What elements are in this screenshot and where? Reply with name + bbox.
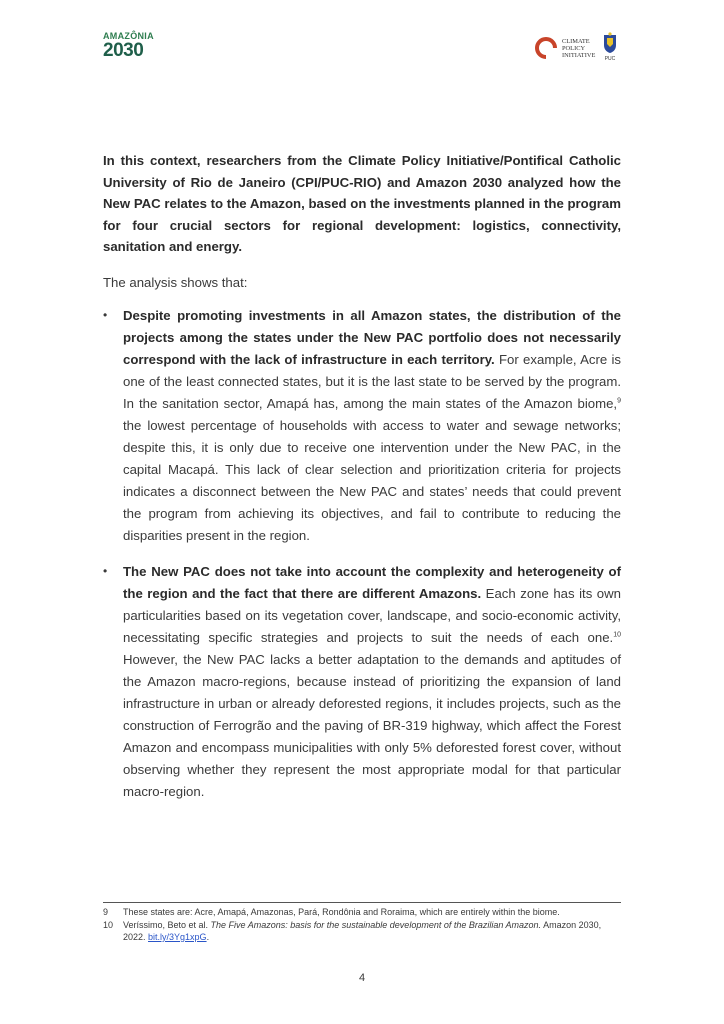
- finding-text: [123, 305, 621, 547]
- puc-text: PUC: [604, 56, 616, 62]
- footnote-9: [103, 906, 621, 919]
- puc-crest-icon: [600, 32, 620, 62]
- intro-paragraph: In this context, researchers from the Climate Policy Initiative/Pontifical Catholic University of Rio de Janeiro (CPI/PUC-RIO) and Amazon 2030 analyzed how the New PAC relates to the Amazon, based on the investments planned in the program for four crucial sectors for regional development: logistics, connectivity, sanitation and energy.: [103, 153, 621, 254]
- cpi-puc-logo: [534, 32, 624, 62]
- footnote-divider: [103, 902, 621, 903]
- bullet-marker: •: [103, 564, 108, 578]
- finding-lead: Despite promoting investments in all Amazon states, the distribution of the projects among the states under the New PAC portfolio does not necessarily correspond with the lack of infrastructure in each territory.: [123, 308, 621, 367]
- page-number: 4: [358, 972, 366, 984]
- finding-body-cont: the lowest percentage of households with access to water and sewage networks; despite this, it is only due to receive one intervention under the New PAC, in the capital Macapá. This lack of clear selection and prioritization criteria for projects indicates a disconnect between the New PAC and states’ needs that could prevent the program from achieving its objectives, and fail to contribute to reducing the disparities present in the region.: [123, 418, 621, 543]
- footnote-title: The Five Amazons: basis for the sustainable development of the Brazilian Amazon.: [210, 919, 542, 930]
- analysis-intro: The analysis shows that:: [103, 274, 248, 290]
- logo-bottom-text: 2030: [103, 40, 144, 61]
- footnote-authors: Veríssimo, Beto et al.: [123, 919, 211, 930]
- main-content: [103, 150, 621, 817]
- footnote-number: 9: [103, 907, 109, 917]
- cpi-logo-icon: [534, 36, 558, 60]
- finding-body: Each zone has its own particularities based on its vegetation cover, landscape, and socio-economic activity, necessitating specific strategies and projects to suit the needs of each one.: [123, 586, 621, 645]
- footnotes: [103, 902, 621, 944]
- finding-item: [103, 561, 621, 803]
- footnote-number: 10: [103, 919, 114, 930]
- finding-text: [123, 561, 621, 803]
- cpi-logo-text: CLIMATE POLICY INITIATIVE: [562, 38, 596, 59]
- footnote-end: .: [206, 932, 210, 942]
- page-header: [0, 0, 724, 80]
- footnote-10: [103, 919, 621, 944]
- amazonia-2030-logo: [103, 31, 167, 61]
- footnote-source: Amazon 2030, 2022.: [123, 919, 602, 942]
- finding-lead: The New PAC does not take into account the complexity and heterogeneity of the region and the fact that there are different Amazons.: [123, 564, 621, 601]
- finding-body: For example, Acre is one of the least connected states, but it is the last state to be served by the program. In the sanitation sector, Amapá has, among the main states of the Amazon biome,: [123, 352, 622, 411]
- findings-list: [103, 305, 621, 803]
- logo-top-text: AMAZÔNIA: [103, 31, 154, 41]
- footnote-ref: 10: [613, 631, 621, 639]
- footnote-link[interactable]: bit.ly/3Yg1xpG: [148, 932, 207, 942]
- footnote-ref: 9: [617, 397, 621, 405]
- bullet-marker: •: [103, 308, 108, 322]
- finding-body-cont: However, the New PAC lacks a better adaptation to the demands and aptitudes of the Amazon macro-regions, because instead of prioritizing the expansion of land infrastructure in urban or already deforested regions, it includes projects, such as the construction of Ferrogrão and the paving of BR-319 highway, which affect the Forest Amazon and encompass municipalities with only 5% deforested forest cover, without observing whether they represent the most appropriate modal for that particular macro-region.: [123, 652, 621, 799]
- finding-item: [103, 305, 621, 547]
- footnote-text: These states are: Acre, Amapá, Amazonas, Pará, Rondônia and Roraima, which are entirely within the biome.: [123, 907, 560, 917]
